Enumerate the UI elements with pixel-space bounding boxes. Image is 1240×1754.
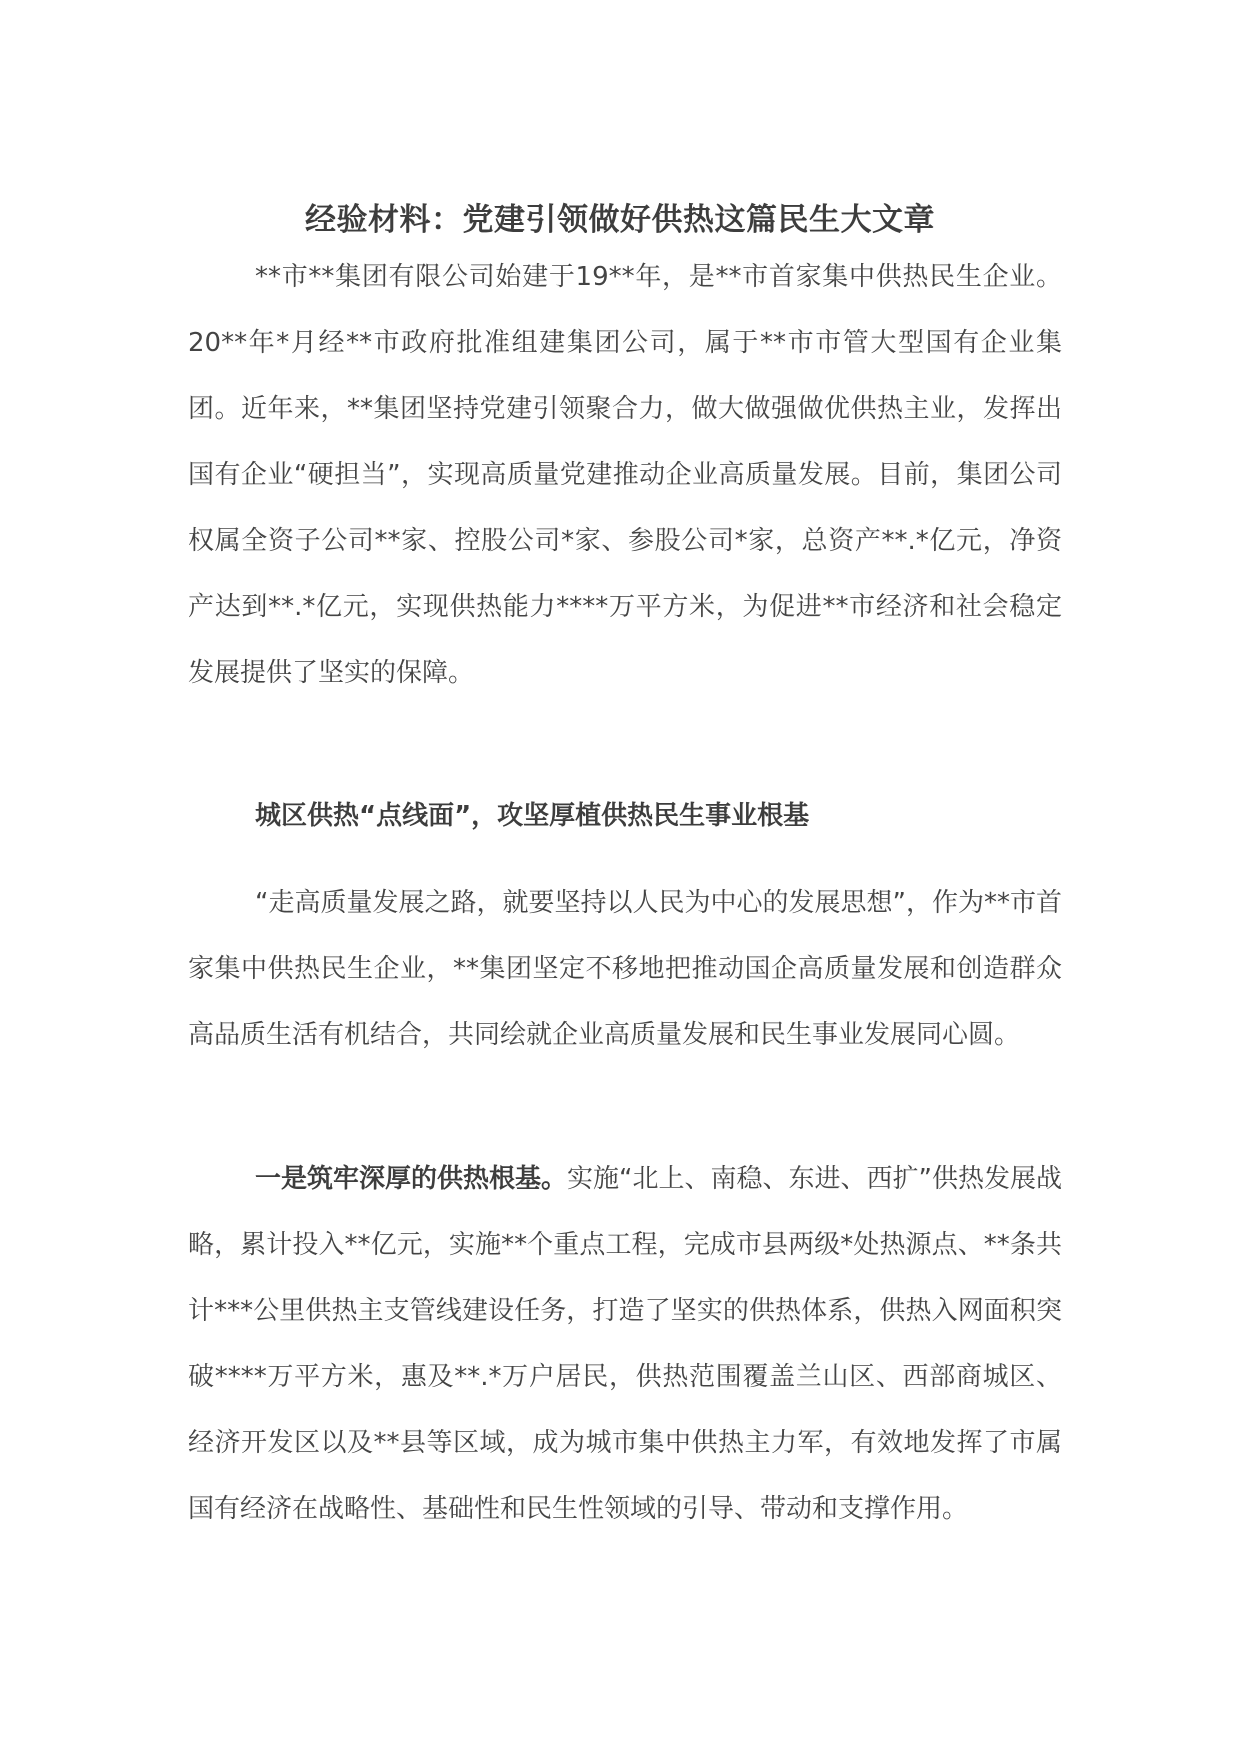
section-paragraph: “走高质量发展之路，就要坚持以人民为中心的发展思想”，作为**市首家集中供热民生企业，**集团坚定不移地把推动国企高质量发展和创造群众高品质生活有机结合，共同绘就企业高质量发展和民生事业发展同心圆。: [188, 888, 1062, 1050]
point-lead: 一是筑牢深厚的供热根基。: [255, 1164, 568, 1194]
intro-paragraph: **市**集团有限公司始建于19**年，是**市首家集中供热民生企业。20**年*月经**市政府批准组建集团公司，属于**市市管大型国有企业集团。近年来，**集团坚持党建引领聚合力，做大做强做优供热主业，发挥出国有企业“硬担当”，实现高质量党建推动企业高质量发展。目前，集团公司权属全资子公司**家、控股公司*家、参股公司*家，总资产**.*亿元，净资产达到**.*亿元，实现供热能力****万平方米，为促进**市经济和社会稳定发展提供了坚实的保障。: [188, 262, 1062, 688]
point-body: 实施“北上、南稳、东进、西扩”供热发展战略，累计投入**亿元，实施**个重点工程，完成市县两级*处热源点、**条共计***公里供热主支管线建设任务，打造了坚实的供热体系，供热入网面积突破****万平方米，惠及**.*万户居民，供热范围覆盖兰山区、西部商城区、经济开发区以及**县等区域，成为城市集中供热主力军，有效地发挥了市属国有经济在战略性、基础性和民生性领域的引导、带动和支撑作用。: [188, 1164, 1062, 1524]
section-heading: 城区供热“点线面”，攻坚厚植供热民生事业根基: [255, 801, 810, 831]
point-paragraph: [188, 1146, 1062, 1542]
document-title: 经验材料：党建引领做好供热这篇民生大文章: [305, 201, 935, 238]
